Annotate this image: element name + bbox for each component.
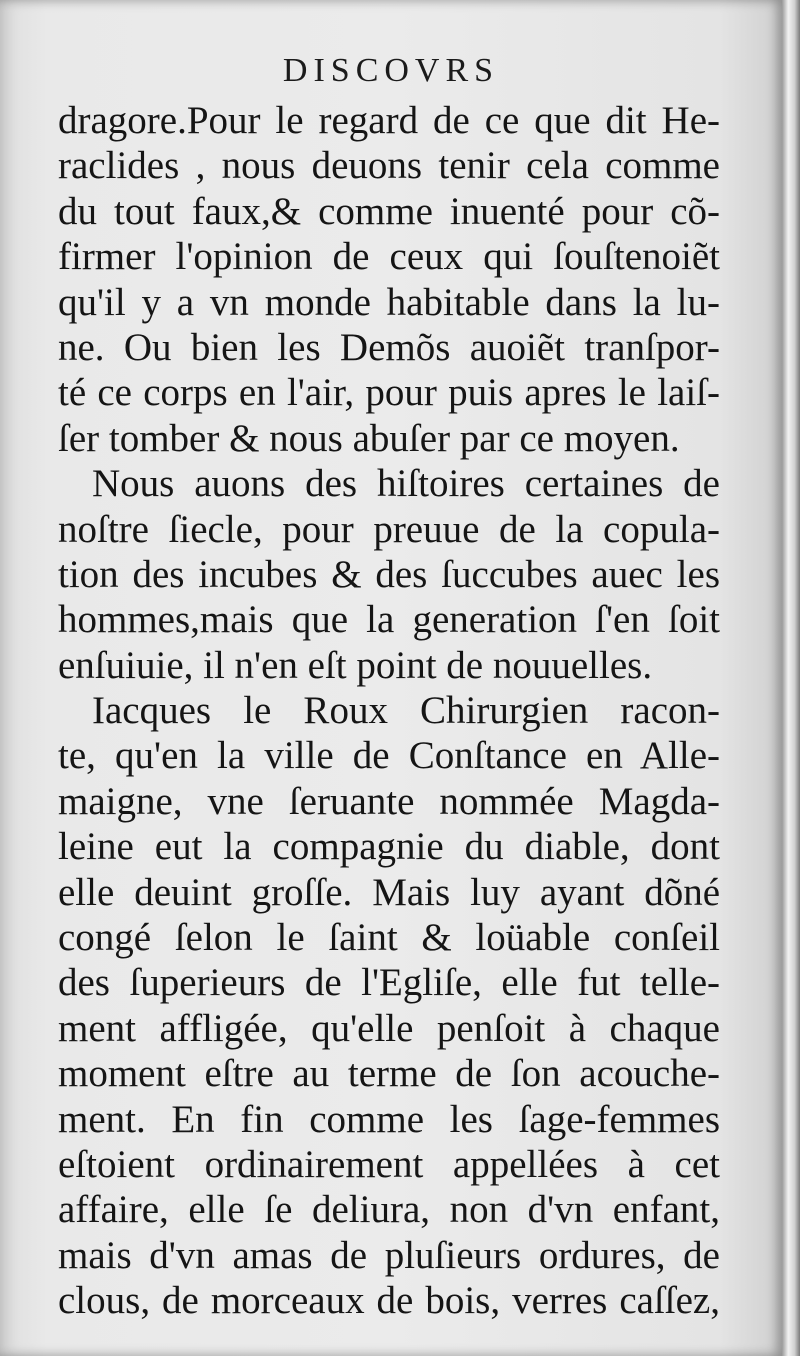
text-line: hommes,mais que la generation ſ'en ſoit bbox=[58, 598, 720, 642]
text-line: eſtoient ordinairement appellées à cet bbox=[58, 1142, 720, 1186]
text-line: des ſuperieurs de l'Egliſe, elle fut telle- bbox=[58, 961, 720, 1005]
text-line: ment. En fin comme les ſage-femmes bbox=[58, 1097, 720, 1141]
text-line: noſtre ſiecle, pour preuue de la copula- bbox=[58, 507, 720, 551]
text-line: mais d'vn amas de pluſieurs ordures, de bbox=[58, 1233, 720, 1277]
page-edge bbox=[782, 0, 800, 1356]
text-line: congé ſelon le ſaint & loüable conſeil bbox=[58, 916, 720, 960]
text-line: ne. Ou bien les Demõs auoiẽt tranſpor- bbox=[58, 325, 720, 369]
text-line: maigne, vne ſeruante nommée Magda- bbox=[58, 779, 720, 823]
text-line: affaire, elle ſe deliura, non d'vn enfant, bbox=[58, 1188, 720, 1232]
paragraph-first-line: Nous auons des hiſtoires certaines de bbox=[92, 462, 720, 506]
text-line: enſuiuie, il n'en eſt point de nouuelles. bbox=[58, 643, 653, 687]
text-line: te, qu'en la ville de Conſtance en Alle- bbox=[58, 734, 720, 778]
text-line: moment eſtre au terme de ſon acouche- bbox=[58, 1052, 720, 1096]
running-head: DISCOVRS bbox=[282, 52, 500, 89]
text-line: té ce corps en l'air, pour puis apres le laiſ- bbox=[58, 371, 720, 415]
text-line: ment affligée, qu'elle penſoit à chaque bbox=[58, 1006, 720, 1050]
text-line: elle deuint groſſe. Mais luy ayant dõné bbox=[58, 870, 720, 914]
text-line: leine eut la compagnie du diable, dont bbox=[58, 825, 720, 869]
paragraph-first-line: Iacques le Roux Chirurgien racon- bbox=[92, 689, 720, 733]
text-line: qu'il y a vn monde habitable dans la lu- bbox=[58, 280, 720, 324]
body-text bbox=[58, 98, 720, 1324]
text-line: clous, de morceaux de bois, verres caſſez, bbox=[58, 1279, 720, 1323]
text-line: firmer l'opinion de ceux qui ſouſtenoiẽt bbox=[58, 235, 720, 279]
text-line: tion des incubes & des ſuccubes auec les bbox=[58, 552, 720, 596]
text-line: dragore.Pour le regard de ce que dit He- bbox=[58, 99, 720, 142]
text-line: raclides , nous deuons tenir cela comme bbox=[58, 144, 720, 188]
text-line: du tout faux,& comme inuenté pour cõ- bbox=[58, 189, 720, 233]
text-line: ſer tomber & nous abuſer par ce moyen. bbox=[58, 416, 680, 460]
